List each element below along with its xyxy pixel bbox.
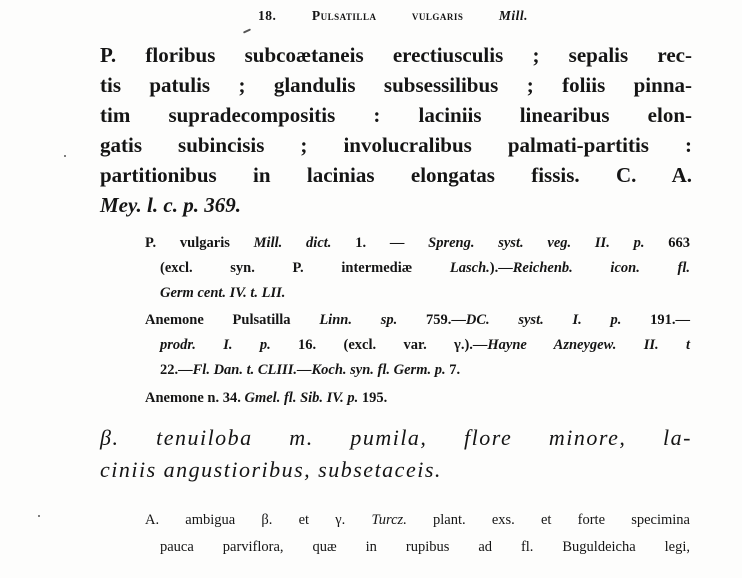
species-author: Mill. [498, 8, 529, 23]
diagnosis-line: P. floribus subcoætaneis erectiusculis ; sepalis rec- [100, 43, 692, 67]
citation-line [145, 310, 690, 330]
citation-italic-text: Gmel. fl. Sib. IV. p. [244, 390, 362, 406]
citation-text: 7. [449, 362, 461, 378]
variety-line: β. tenuiloba m. pumila, flore minore, la- [100, 425, 692, 450]
citation-line [145, 233, 690, 253]
citation-italic-text: DC. syst. I. p. [465, 312, 651, 328]
citation-text: 759.— [425, 312, 466, 328]
citation-italic-text: Fl. Dan. t. CLIII.—Koch. syn. fl. Germ. p. [192, 362, 450, 378]
citation-italic-text: Lasch. [449, 260, 490, 276]
citation-italic-text: Germ cent. IV. t. LII. [160, 285, 286, 301]
variety-line: ciniis angustioribus, subsetaceis. [100, 457, 442, 482]
species-number: 18. [258, 8, 277, 23]
citation-italic-text: Reichenb. icon. fl. [512, 260, 690, 276]
citation-italic-text: Hayne Azneygew. II. t [487, 337, 690, 353]
diagnosis-line: tis patulis ; glandulis subsessilibus ; foliis pinna- [100, 73, 692, 97]
citation-line [160, 360, 460, 380]
citation-italic-text: Linn. sp. [319, 312, 426, 328]
citation-text: 16. (excl. var. γ.).— [298, 337, 488, 353]
citation-line [160, 537, 690, 557]
citation-text: Anemone n. 34. [145, 390, 245, 406]
diagnosis-line: partitionibus in lacinias elongatas fissis. C. A. [100, 163, 692, 187]
citation-italic-text: Mill. dict. [253, 235, 356, 251]
citation-text: 22.— [160, 362, 193, 378]
citation-text: 195. [361, 390, 388, 406]
citation-text: 663 [668, 235, 690, 251]
citation-line [160, 283, 285, 303]
citation-text: A. ambigua β. et γ. [145, 512, 372, 528]
scan-speck [64, 155, 66, 157]
citation-line [160, 335, 690, 355]
page-header [258, 8, 528, 24]
citation-text: plant. exs. et forte specimina [406, 512, 690, 528]
scan-mark [243, 28, 251, 33]
citation-text: P. vulgaris [145, 235, 254, 251]
diagnosis-line: tim supradecompositis : laciniis linearibus elon- [100, 103, 692, 127]
citation-line [160, 258, 690, 278]
citation-text: ).— [489, 260, 513, 276]
citation-line [145, 388, 387, 408]
diagnosis-line: Mey. l. c. p. 369. [100, 193, 241, 217]
citation-text: 191.— [650, 312, 690, 328]
citation-italic-text: Spreng. syst. veg. II. p. [428, 235, 669, 251]
citation-italic-text: Turcz. [371, 512, 407, 528]
citation-text: 1. — [355, 235, 429, 251]
diagnosis-line: gatis subincisis ; involucralibus palmati-partitis : [100, 133, 692, 157]
citation-text: pauca parviflora, quæ in rupibus ad fl. Buguldeicha legi, [160, 539, 690, 555]
scan-speck [38, 515, 40, 517]
species-name: Pulsatilla vulgaris [311, 8, 464, 23]
citation-line [145, 510, 690, 530]
citation-text: (excl. syn. P. intermediæ [160, 260, 450, 276]
citation-text: Anemone Pulsatilla [145, 312, 320, 328]
citation-italic-text: prodr. I. p. [160, 337, 299, 353]
